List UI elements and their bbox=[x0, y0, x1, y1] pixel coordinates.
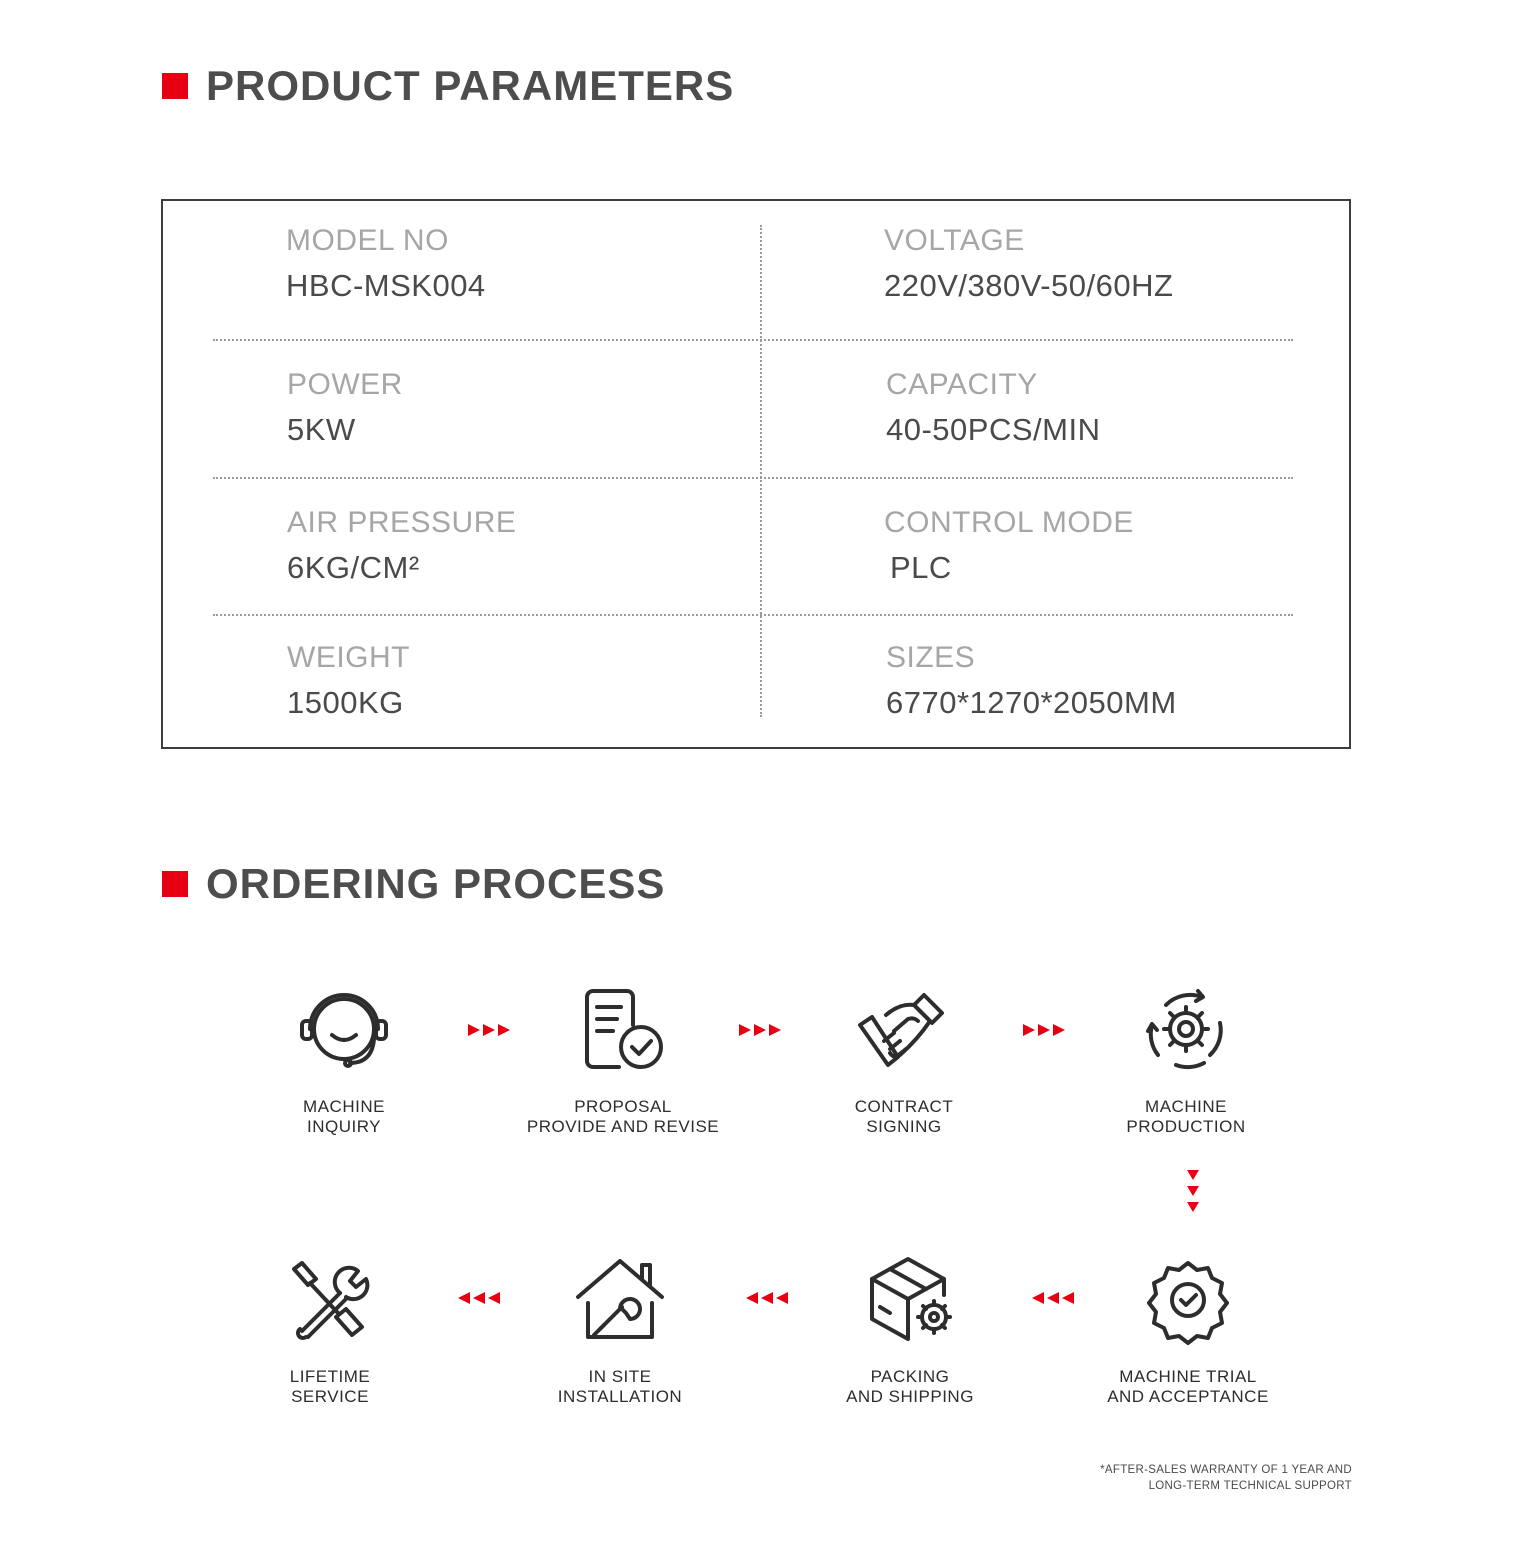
param-value: 6770*1270*2050MM bbox=[886, 685, 1177, 720]
headset-icon bbox=[294, 985, 394, 1075]
step-label-line2: SERVICE bbox=[291, 1387, 369, 1406]
param-value: PLC bbox=[890, 550, 952, 585]
warranty-note bbox=[1060, 1462, 1352, 1494]
step-label-line2: INQUIRY bbox=[306, 1117, 382, 1136]
param-value: 220V/380V-50/60HZ bbox=[884, 268, 1174, 303]
step-label-line1: IN SITE bbox=[588, 1367, 652, 1386]
note-line2: LONG-TERM TECHNICAL SUPPORT bbox=[1148, 1480, 1352, 1492]
step-label-line2: PROVIDE AND REVISE bbox=[526, 1117, 720, 1136]
param-value: 5KW bbox=[287, 412, 356, 447]
param-label: SIZES bbox=[886, 641, 976, 674]
param-value: 6KG/CM² bbox=[287, 550, 420, 585]
step-label-line1: MACHINE bbox=[303, 1097, 385, 1116]
step-proposal bbox=[513, 985, 733, 1137]
row-divider bbox=[213, 614, 1293, 616]
row-divider bbox=[213, 339, 1293, 341]
arrow-right bbox=[468, 1022, 512, 1038]
param-control-mode bbox=[884, 505, 1134, 587]
param-label: POWER bbox=[287, 368, 403, 401]
document-check-icon bbox=[573, 985, 673, 1075]
arrow-right bbox=[739, 1022, 783, 1038]
param-weight bbox=[287, 640, 410, 722]
param-label: VOLTAGE bbox=[884, 224, 1025, 257]
arrow-right bbox=[1023, 1022, 1067, 1038]
param-label: AIR PRESSURE bbox=[287, 506, 517, 539]
step-machine-production bbox=[1076, 985, 1296, 1137]
box-gear-icon bbox=[860, 1255, 960, 1345]
parameters-table bbox=[161, 199, 1351, 749]
section-title-text: ORDERING PROCESS bbox=[206, 860, 666, 907]
red-square-marker bbox=[162, 871, 188, 897]
step-packing-shipping bbox=[800, 1255, 1020, 1407]
house-wrench-icon bbox=[570, 1255, 670, 1345]
step-label-line1: CONTRACT bbox=[854, 1097, 954, 1116]
arrow-down bbox=[1185, 1170, 1201, 1214]
param-sizes bbox=[886, 640, 1177, 722]
step-contract-signing bbox=[794, 985, 1014, 1137]
arrow-left bbox=[1032, 1290, 1076, 1306]
param-value: 40-50PCS/MIN bbox=[886, 412, 1101, 447]
param-voltage bbox=[884, 223, 1173, 305]
param-label: MODEL NO bbox=[286, 224, 449, 257]
red-square-marker bbox=[162, 73, 188, 99]
step-label-line2: SIGNING bbox=[866, 1117, 942, 1136]
param-label: CAPACITY bbox=[886, 368, 1038, 401]
arrow-left bbox=[746, 1290, 790, 1306]
step-label-line1: PROPOSAL bbox=[574, 1097, 672, 1116]
step-label-line2: AND SHIPPING bbox=[846, 1387, 974, 1406]
param-label: CONTROL MODE bbox=[884, 506, 1134, 539]
row-divider bbox=[213, 477, 1293, 479]
param-model-no bbox=[286, 223, 486, 305]
step-machine-trial bbox=[1078, 1255, 1298, 1407]
param-air-pressure bbox=[287, 505, 516, 587]
step-label-line1: PACKING bbox=[870, 1367, 950, 1386]
step-label-line2: AND ACCEPTANCE bbox=[1107, 1387, 1269, 1406]
step-label-line2: INSTALLATION bbox=[557, 1387, 683, 1406]
param-value: HBC-MSK004 bbox=[286, 268, 486, 303]
badge-check-icon bbox=[1138, 1255, 1238, 1345]
step-in-site-installation bbox=[510, 1255, 730, 1407]
step-label-line1: MACHINE TRIAL bbox=[1119, 1367, 1257, 1386]
product-parameters-heading bbox=[162, 62, 734, 110]
step-lifetime-service bbox=[220, 1255, 440, 1407]
step-label-line2: PRODUCTION bbox=[1126, 1117, 1246, 1136]
param-power bbox=[287, 367, 403, 449]
tools-icon bbox=[280, 1255, 380, 1345]
param-capacity bbox=[886, 367, 1100, 449]
gear-cycle-icon bbox=[1136, 985, 1236, 1075]
param-value: 1500KG bbox=[287, 685, 404, 720]
handshake-icon bbox=[854, 985, 954, 1075]
column-divider bbox=[760, 225, 762, 717]
note-line1: *AFTER-SALES WARRANTY OF 1 YEAR AND bbox=[1100, 1464, 1352, 1476]
ordering-process-heading bbox=[162, 860, 665, 908]
section-title-text: PRODUCT PARAMETERS bbox=[206, 62, 735, 109]
step-label-line1: LIFETIME bbox=[289, 1367, 371, 1386]
step-label-line1: MACHINE bbox=[1145, 1097, 1227, 1116]
arrow-left bbox=[458, 1290, 502, 1306]
param-label: WEIGHT bbox=[287, 641, 410, 674]
step-machine-inquiry bbox=[234, 985, 454, 1137]
